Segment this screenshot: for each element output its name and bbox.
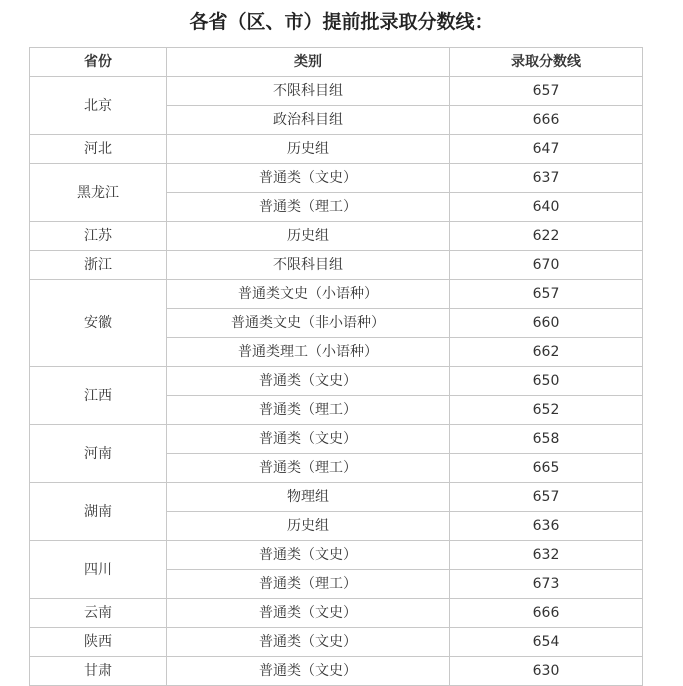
province-cell: 安徽 — [30, 280, 167, 367]
category-cell: 普通类（理工） — [167, 454, 450, 483]
category-cell: 历史组 — [167, 135, 450, 164]
score-cell: 637 — [450, 164, 643, 193]
category-cell: 普通类（理工） — [167, 193, 450, 222]
province-cell: 江苏 — [30, 222, 167, 251]
score-cell: 657 — [450, 77, 643, 106]
table-row — [30, 135, 643, 164]
score-cell: 657 — [450, 280, 643, 309]
category-cell: 不限科目组 — [167, 251, 450, 280]
score-cell: 640 — [450, 193, 643, 222]
category-cell: 普通类（文史） — [167, 599, 450, 628]
score-cell: 636 — [450, 512, 643, 541]
score-cell: 666 — [450, 599, 643, 628]
category-cell: 普通类（文史） — [167, 367, 450, 396]
score-cell: 657 — [450, 483, 643, 512]
province-cell: 四川 — [30, 541, 167, 599]
province-cell: 江西 — [30, 367, 167, 425]
score-cell: 660 — [450, 309, 643, 338]
table-row — [30, 280, 643, 309]
page-title: 各省（区、市）提前批录取分数线： — [189, 11, 494, 33]
score-cell: 665 — [450, 454, 643, 483]
category-cell: 普通类（文史） — [167, 541, 450, 570]
category-cell: 普通类理工（小语种） — [167, 338, 450, 367]
province-cell: 陕西 — [30, 628, 167, 657]
province-cell: 黑龙江 — [30, 164, 167, 222]
province-cell: 浙江 — [30, 251, 167, 280]
category-cell: 普通类（文史） — [167, 425, 450, 454]
table-row — [30, 599, 643, 628]
score-cell: 652 — [450, 396, 643, 425]
category-cell: 普通类文史（小语种） — [167, 280, 450, 309]
table-row — [30, 628, 643, 657]
table-row — [30, 483, 643, 512]
category-cell: 普通类（文史） — [167, 164, 450, 193]
score-cell: 658 — [450, 425, 643, 454]
table-row — [30, 425, 643, 454]
table-row — [30, 657, 643, 686]
table-row — [30, 77, 643, 106]
table-row — [30, 164, 643, 193]
category-cell: 普通类（文史） — [167, 657, 450, 686]
score-cell: 662 — [450, 338, 643, 367]
category-cell: 历史组 — [167, 222, 450, 251]
province-cell: 甘肃 — [30, 657, 167, 686]
score-cell: 622 — [450, 222, 643, 251]
header-category: 类别 — [167, 48, 450, 77]
table-body — [30, 77, 643, 686]
category-cell: 物理组 — [167, 483, 450, 512]
score-cell: 670 — [450, 251, 643, 280]
province-cell: 北京 — [30, 77, 167, 135]
score-cell: 647 — [450, 135, 643, 164]
score-cell: 654 — [450, 628, 643, 657]
category-cell: 政治科目组 — [167, 106, 450, 135]
category-cell: 普通类文史（非小语种） — [167, 309, 450, 338]
category-cell: 普通类（理工） — [167, 396, 450, 425]
table-row — [30, 541, 643, 570]
category-cell: 普通类（文史） — [167, 628, 450, 657]
table-row — [30, 367, 643, 396]
score-cell: 632 — [450, 541, 643, 570]
score-cell: 630 — [450, 657, 643, 686]
category-cell: 历史组 — [167, 512, 450, 541]
score-cell: 673 — [450, 570, 643, 599]
table-header-row — [30, 48, 643, 77]
province-cell: 河北 — [30, 135, 167, 164]
table-row — [30, 222, 643, 251]
province-cell: 河南 — [30, 425, 167, 483]
province-cell: 湖南 — [30, 483, 167, 541]
category-cell: 普通类（理工） — [167, 570, 450, 599]
score-cell: 666 — [450, 106, 643, 135]
province-cell: 云南 — [30, 599, 167, 628]
score-table — [29, 47, 643, 686]
category-cell: 不限科目组 — [167, 77, 450, 106]
header-province: 省份 — [30, 48, 167, 77]
table-row — [30, 251, 643, 280]
header-score: 录取分数线 — [450, 48, 643, 77]
score-cell: 650 — [450, 367, 643, 396]
